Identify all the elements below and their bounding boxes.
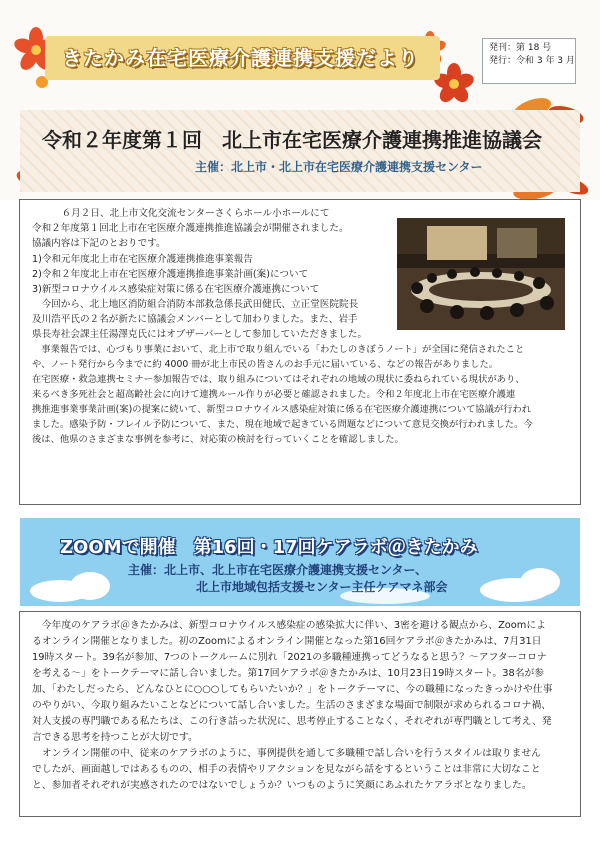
- carelab-line: を考える～」をトークテーマに話し合いました。第17回ケアラボ＠きたかみは、10月23日19時スタート。38名が参: [32, 668, 545, 679]
- meeting-room-image: [397, 218, 565, 330]
- carelab-line: オンライン開催の中、従来のケアラボのように、事例提供を通して多職種で話し合いを行うスタイルは取りません: [32, 748, 541, 759]
- carelab-title: ZOOMで開催 第16回・17回ケアラボ＠きたかみ: [60, 537, 478, 558]
- report-line: ました。感染予防・フレイル予防について、また、現在地域で起きている問題などについて意見交換が行われました。今: [32, 419, 533, 430]
- report-line: 事業報告では、心づもり事業において、北上市で取り組んでいる「わたしのきぼうノート」が全国に発信されたこと: [32, 344, 525, 355]
- report-line: 協議内容は下記のとおりです。: [32, 238, 166, 249]
- report-line: 在宅医療・救急連携セミナー参加報告では、取り組みについてはそれぞれの地域の現状に委ねられている現状があり、: [32, 374, 525, 385]
- carelab-host-line: 主催：北上市、北上市在宅医療介護連携支援センター、: [128, 563, 428, 577]
- meeting-title: 令和２年度第１回 北上市在宅医療介護連携推進協議会: [42, 128, 542, 152]
- carelab-line: 対人支援の専門職である私たちは、この行き詰った状況に、思考停止することなく、それぞれが専門職として考え、発: [32, 716, 552, 727]
- carelab-line: 19時スタート。39名が参加、7つのトークルームに別れ「2021の多職種連携ってどうなると思う？～アフターコロナ: [32, 652, 547, 663]
- report-line: 県長寿社会課主任湯澤克氏にはオブザーバーとして参加していただきました。: [32, 329, 368, 340]
- issue-date: 発行：令和 3 年 3 月: [489, 56, 575, 66]
- report-line: 今回から、北上地区消防組合消防本部救急係長武田健氏、立正堂医院院長: [32, 299, 359, 310]
- carelab-line: 加、「わたしだったら、どんなひとに○○○してもらいたいか？」をトークテーマに、今の職種になったきっかけや仕事: [32, 684, 553, 695]
- carelab-line: 言できる思考を持つことが大切です。: [32, 732, 198, 743]
- cloud-icon: [520, 568, 560, 596]
- report-line: 来るべき多死社会と超高齢社会に向けて連携ルール作りが必要と確認されました。令和２年度北上市在宅医療介護連: [32, 389, 516, 400]
- carelab-host-line: 北上市地域包括支援センター主任ケアマネ部会: [196, 580, 448, 594]
- issue-number: 発刊：第 18 号: [489, 43, 552, 53]
- report-line: 携推進事業事業計画(案)の提案に続いて、新型コロナウイルス感染症対策に係る在宅医療介護連携について協議が行われ: [32, 404, 532, 415]
- newsletter-title: きたかみ在宅医療介護連携支援だより: [62, 46, 419, 70]
- carelab-line: るオンライン開催となりました。初のZoomによるオンライン開催となった第16回ケアラボ＠きたかみは、7月31日: [32, 636, 542, 647]
- agenda-item: 3)新型コロナウイルス感染症対策に係る在宅医療介護連携について: [32, 284, 320, 295]
- agenda-item: 2)令和２年度北上市在宅医療介護連携推進事業計画(案)について: [32, 269, 309, 280]
- issue-info-box: [482, 38, 576, 84]
- meeting-photo: [397, 218, 565, 330]
- cloud-icon: [70, 572, 110, 600]
- meeting-host: 主催：北上市・北上市在宅医療介護連携支援センター: [195, 160, 483, 174]
- report-line: 及川浩平氏の２名が新たに協議会メンバーとして加わりました。また、岩手: [32, 314, 358, 325]
- agenda-item: 1)令和元年度北上市在宅医療介護連携推進事業報告: [32, 254, 253, 265]
- report-line: 令和２年度第１回北上市在宅医療介護連携推進協議会が開催されました。: [32, 223, 349, 234]
- report-line: 後は、他県のさまざまな事例を参考に、対応策の検討を行っていくことを確認しました。: [32, 434, 404, 445]
- carelab-line: でしたが、画面越しではあるものの、相手の表情やリアクションを見ながら話をするということは非常に大切なこと: [32, 764, 541, 775]
- carelab-line: 今年度のケアラボ＠きたかみは、新型コロナウイルス感染症の感染拡大に伴い、3密を避ける観点から、Zoomによ: [32, 620, 546, 631]
- carelab-line: と、参加者それぞれが実感されたのではないでしょうか？いつものように笑顔にあふれたケアラボとなりました。: [32, 780, 532, 791]
- report-line: ６月２日、北上市文化交流センターさくらホール小ホールにて: [52, 208, 330, 219]
- report-line: や、ノート発行から今までに約 4000 冊が北上市民の皆さんのお手元に届いている、などの報告がありました。: [32, 359, 499, 370]
- carelab-line: のやりがい、今取り組みたいことなどについて話し合いました。生活のさまざまな場面で制限が求められるコロナ禍、: [32, 700, 552, 711]
